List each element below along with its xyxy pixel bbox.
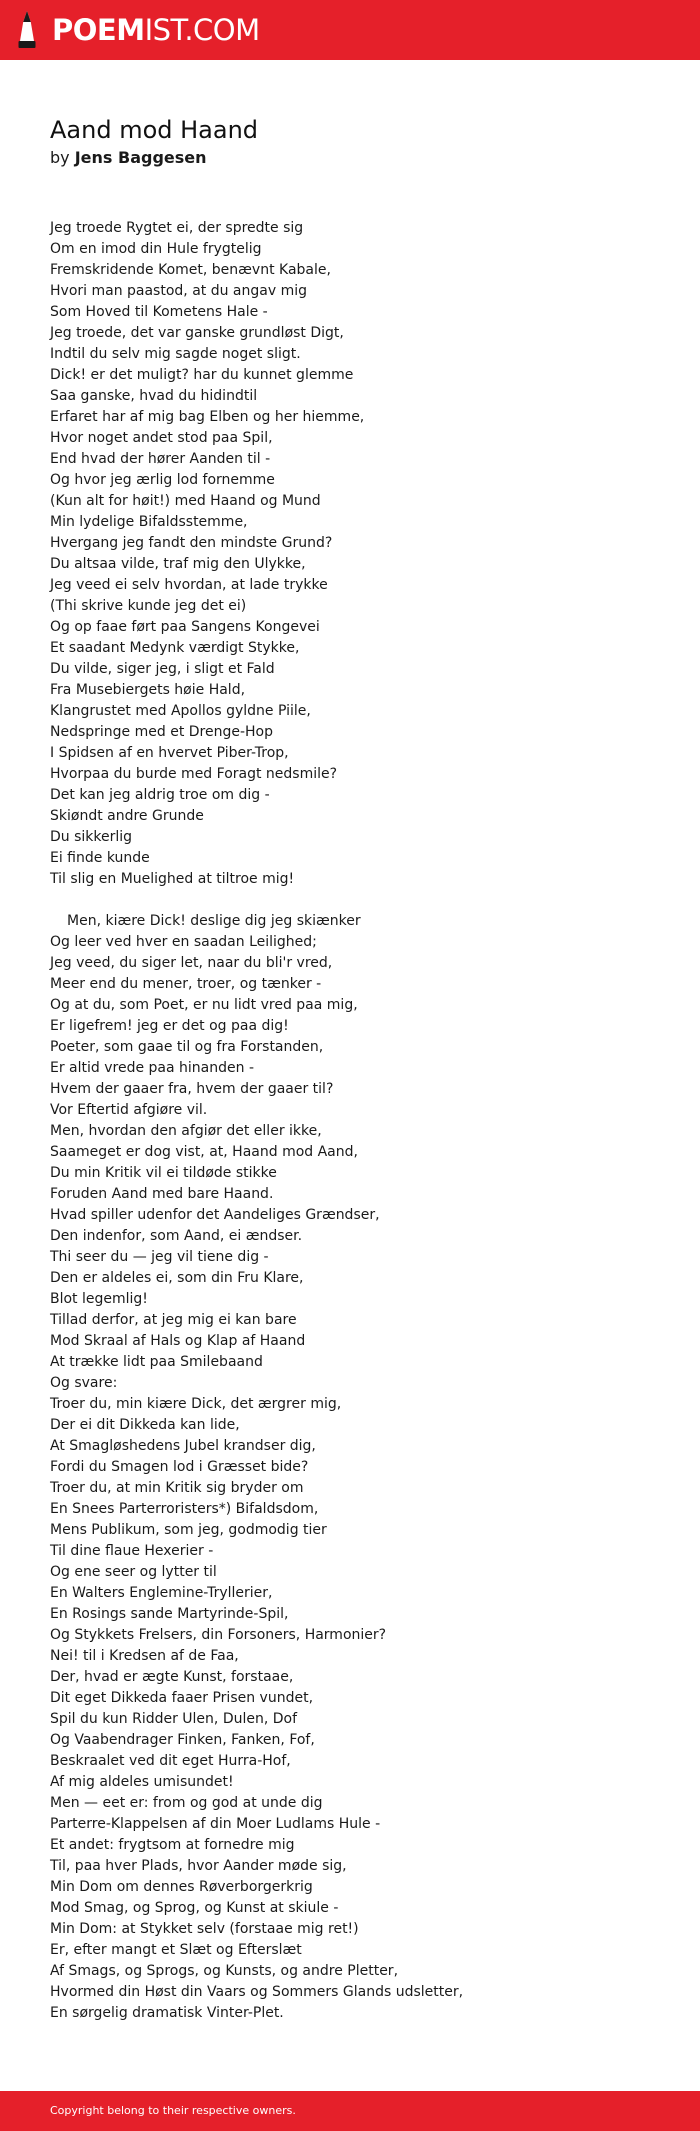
poem-line: Mens Publikum, som jeg, godmodig tier bbox=[50, 1522, 327, 1538]
poem-line: Jeg troede, det var ganske grundløst Digt, bbox=[50, 325, 344, 341]
poem-line: Min Dom om dennes Røverborgerkrig bbox=[50, 1879, 313, 1895]
poem-line: Indtil du selv mig sagde noget sligt. bbox=[50, 346, 301, 362]
author-name[interactable]: Jens Baggesen bbox=[74, 148, 207, 167]
poem-line: Der, hvad er ægte Kunst, forstaae, bbox=[50, 1669, 294, 1685]
poem-line: Er, efter mangt et Slæt og Efterslæt bbox=[50, 1942, 302, 1958]
poem-line: Det kan jeg aldrig troe om dig - bbox=[50, 787, 270, 803]
poem-line: Blot legemlig! bbox=[50, 1291, 148, 1307]
stanza bbox=[50, 911, 670, 2024]
poem-line: Spil du kun Ridder Ulen, Dulen, Dof bbox=[50, 1711, 298, 1727]
poem-line: Mod Smag, og Sprog, og Kunst at skiule - bbox=[50, 1900, 339, 1916]
poem-line: Den er aldeles ei, som din Fru Klare, bbox=[50, 1270, 304, 1286]
poem-line: Klangrustet med Apollos gyldne Piile, bbox=[50, 703, 311, 719]
poem-line: Hvad spiller udenfor det Aandeliges Grændser, bbox=[50, 1207, 380, 1223]
poem-line: Er altid vrede paa hinanden - bbox=[50, 1060, 254, 1076]
poem-line: Troer du, min kiære Dick, det ærgrer mig, bbox=[50, 1396, 342, 1412]
poem-line: Dit eget Dikkeda faaer Prisen vundet, bbox=[50, 1690, 314, 1706]
poem-line: Ei finde kunde bbox=[50, 850, 150, 866]
poem-line: Dick! er det muligt? har du kunnet glemme bbox=[50, 367, 354, 383]
poem-line: Og at du, som Poet, er nu lidt vred paa mig, bbox=[50, 997, 358, 1013]
poem-line: I Spidsen af en hvervet Piber-Trop, bbox=[50, 745, 289, 761]
poem-line: Og leer ved hver en saadan Leilighed; bbox=[50, 934, 317, 950]
poem-line: Erfaret har af mig bag Elben og her hiemme, bbox=[50, 409, 365, 425]
poem-line: Som Hoved til Kometens Hale - bbox=[50, 304, 268, 320]
poem-title: Aand mod Haand bbox=[50, 116, 259, 144]
poem-line: Troer du, at min Kritik sig bryder om bbox=[50, 1480, 304, 1496]
poem-line: Er ligefrem! jeg er det og paa dig! bbox=[50, 1018, 289, 1034]
poem-line: Hvor noget andet stod paa Spil, bbox=[50, 430, 273, 446]
poem-line: Poeter, som gaae til og fra Forstanden, bbox=[50, 1039, 324, 1055]
poem-line: (Thi skrive kunde jeg det ei) bbox=[50, 598, 247, 614]
poem-line: Du sikkerlig bbox=[50, 829, 133, 845]
poem-line: Om en imod din Hule frygtelig bbox=[50, 241, 262, 257]
poem-line: Min lydelige Bifaldsstemme, bbox=[50, 514, 248, 530]
poem-line: Fremskridende Komet, benævnt Kabale, bbox=[50, 262, 331, 278]
logo-text-light: IST.COM bbox=[144, 13, 260, 47]
poem-line: Min Dom: at Stykket selv (forstaae mig ret!) bbox=[50, 1921, 359, 1937]
poem-line: Af mig aldeles umisundet! bbox=[50, 1774, 234, 1790]
poem-line: Et saadant Medynk værdigt Stykke, bbox=[50, 640, 300, 656]
poem-line: Saa ganske, hvad du hidindtil bbox=[50, 388, 258, 404]
poem-line: Mod Skraal af Hals og Klap af Haand bbox=[50, 1333, 306, 1349]
poem-line: Og Vaabendrager Finken, Fanken, Fof, bbox=[50, 1732, 315, 1748]
poem-line: Til dine flaue Hexerier - bbox=[50, 1543, 214, 1559]
poem-line: Og Stykkets Frelsers, din Forsoners, Harmonier? bbox=[50, 1627, 387, 1643]
poem-line: Du min Kritik vil ei tildøde stikke bbox=[50, 1165, 277, 1181]
poem-line: Men, kiære Dick! deslige dig jeg skiænker bbox=[67, 913, 361, 929]
poem-line: Og op faae ført paa Sangens Kongevei bbox=[50, 619, 320, 635]
poem-line: Jeg veed ei selv hvordan, at lade trykke bbox=[50, 577, 328, 593]
poem-line: Tillad derfor, at jeg mig ei kan bare bbox=[50, 1312, 297, 1328]
poem-line: Men, hvordan den afgiør det eller ikke, bbox=[50, 1123, 322, 1139]
stanza bbox=[50, 218, 670, 890]
poem-line: Af Smags, og Sprogs, og Kunsts, og andre Pletter, bbox=[50, 1963, 399, 1979]
poem-line: Foruden Aand med bare Haand. bbox=[50, 1186, 274, 1202]
poem-line: Beskraalet ved dit eget Hurra-Hof, bbox=[50, 1753, 291, 1769]
logo-text-bold: POEM bbox=[52, 13, 145, 47]
poem-line: Hvori man paastod, at du angav mig bbox=[50, 283, 307, 299]
poem-line: En Snees Parterroristers*) Bifaldsdom, bbox=[50, 1501, 319, 1517]
poem-line: At trække lidt paa Smilebaand bbox=[50, 1354, 263, 1370]
poem-line: Meer end du mener, troer, og tænker - bbox=[50, 976, 322, 992]
copyright-text: Copyright belong to their respective owners. bbox=[50, 2104, 296, 2117]
poem-line: Hvorpaa du burde med Foragt nedsmile? bbox=[50, 766, 338, 782]
stanza-break bbox=[50, 890, 670, 911]
poem-line: En Rosings sande Martyrinde-Spil, bbox=[50, 1606, 289, 1622]
logo-text bbox=[52, 10, 260, 50]
poem-line: Og hvor jeg ærlig lod fornemme bbox=[50, 472, 275, 488]
poem-body bbox=[50, 218, 670, 2024]
poem-line: Jeg troede Rygtet ei, der spredte sig bbox=[50, 220, 304, 236]
poem-line: Vor Eftertid afgiøre vil. bbox=[50, 1102, 208, 1118]
poem-line: At Smagløshedens Jubel krandser dig, bbox=[50, 1438, 316, 1454]
site-header bbox=[0, 0, 700, 60]
poem-line: Fra Musebiergets høie Hald, bbox=[50, 682, 246, 698]
poem-line: Nei! til i Kredsen af de Faa, bbox=[50, 1648, 239, 1664]
by-label: by bbox=[50, 148, 70, 167]
poem-line: Og svare: bbox=[50, 1375, 118, 1391]
site-footer bbox=[0, 2091, 700, 2131]
poem-line: Du vilde, siger jeg, i sligt et Fald bbox=[50, 661, 275, 677]
poem-line: Fordi du Smagen lod i Græsset bide? bbox=[50, 1459, 309, 1475]
poem-line: Et andet: frygtsom at fornedre mig bbox=[50, 1837, 295, 1853]
poem-line: Parterre-Klappelsen af din Moer Ludlams Hule - bbox=[50, 1816, 381, 1832]
poem-line: Saameget er dog vist, at, Haand mod Aand, bbox=[50, 1144, 358, 1160]
poem-header bbox=[50, 114, 670, 169]
site-logo[interactable] bbox=[16, 10, 260, 50]
poem-line: Hvem der gaaer fra, hvem der gaaer til? bbox=[50, 1081, 334, 1097]
poem-line: End hvad der hører Aanden til - bbox=[50, 451, 271, 467]
poem-line: Men — eet er: from og god at unde dig bbox=[50, 1795, 323, 1811]
poem-line: Nedspringe med et Drenge-Hop bbox=[50, 724, 274, 740]
poem-line: En sørgelig dramatisk Vinter-Plet. bbox=[50, 2005, 284, 2021]
poem-line: Der ei dit Dikkeda kan lide, bbox=[50, 1417, 240, 1433]
pen-nib-icon bbox=[16, 10, 38, 50]
poem-line: Til slig en Muelighed at tiltroe mig! bbox=[50, 871, 295, 887]
poem-line: Hvergang jeg fandt den mindste Grund? bbox=[50, 535, 333, 551]
poem-line: (Kun alt for høit!) med Haand og Mund bbox=[50, 493, 321, 509]
poem-line: Den indenfor, som Aand, ei ændser. bbox=[50, 1228, 303, 1244]
byline bbox=[50, 147, 670, 169]
poem-line: Til, paa hver Plads, hvor Aander møde sig, bbox=[50, 1858, 347, 1874]
poem-line: Jeg veed, du siger let, naar du bli'r vred, bbox=[50, 955, 333, 971]
poem-line: Hvormed din Høst din Vaars og Sommers Glands udsletter, bbox=[50, 1984, 464, 2000]
poem-line: Thi seer du — jeg vil tiene dig - bbox=[50, 1249, 269, 1265]
poem-line: Og ene seer og lytter til bbox=[50, 1564, 217, 1580]
poem-line: Du altsaa vilde, traf mig den Ulykke, bbox=[50, 556, 306, 572]
poem-line: Skiøndt andre Grunde bbox=[50, 808, 204, 824]
poem-line: En Walters Englemine-Tryllerier, bbox=[50, 1585, 273, 1601]
